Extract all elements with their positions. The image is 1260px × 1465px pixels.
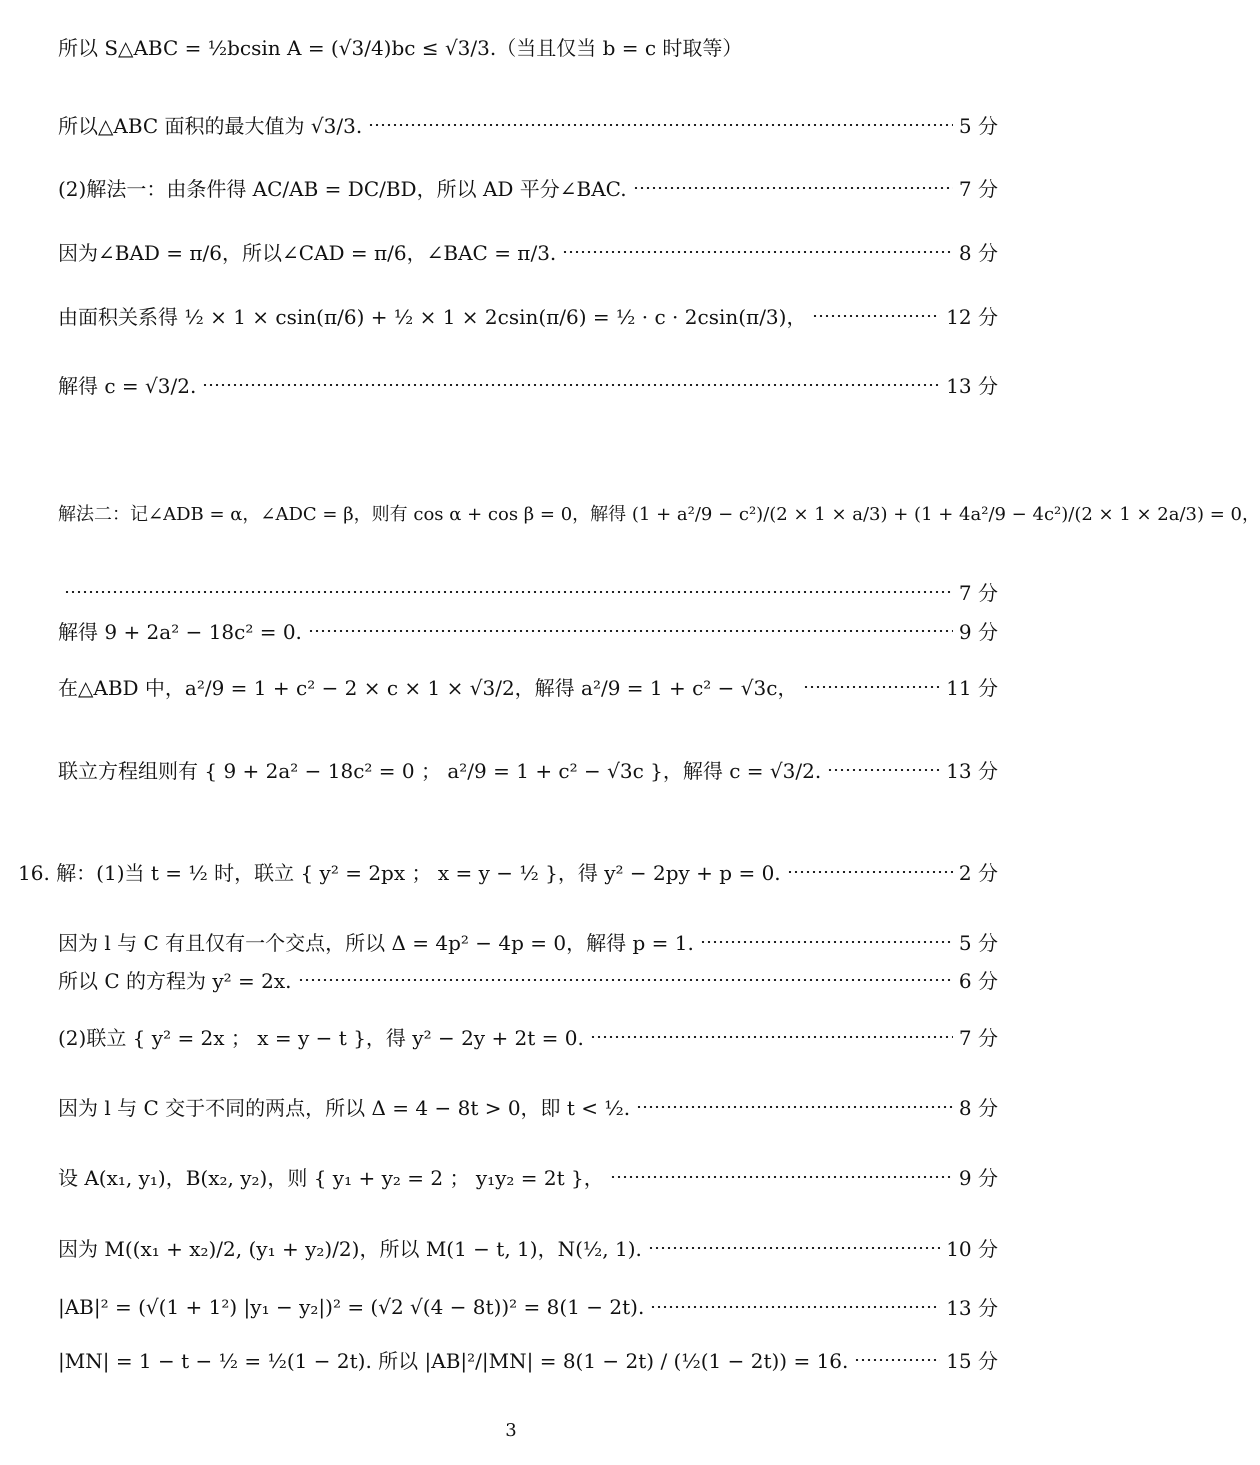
dot-leader [803, 686, 940, 688]
line-text: 解法二：记∠ADB = α，∠ADC = β，则有 cos α + cos β = 0，解得 (1 + a²/9 − c²)/(2 × 1 × a/3) + (1 + 4a²/9 − 4c²)/(2 × 1 × 2a/3) = 0， [58, 504, 1260, 525]
score-label: 13 分 [946, 374, 998, 398]
line-text: 16. 解：(1)当 t = ½ 时，联立 { y² = 2px ； x = y − ½ }，得 y² − 2py + p = 0. [18, 861, 781, 885]
score-label: 7 分 [958, 1026, 998, 1050]
line-text: |MN| = 1 − t − ½ = ½(1 − 2t). 所以 |AB|²/|MN| = 8(1 − 2t) / (½(1 − 2t)) = 16. [58, 1349, 849, 1373]
dot-leader [648, 1247, 940, 1249]
line-text: 因为 l 与 C 有且仅有一个交点，所以 Δ = 4p² − 4p = 0，解得 p = 1. [58, 931, 694, 955]
score-label: 12 分 [946, 305, 998, 329]
dot-leader [812, 315, 940, 317]
solution-line [58, 370, 998, 399]
solution-line [18, 857, 998, 886]
solution-line [58, 755, 998, 784]
line-text: 所以 S△ABC = ½bcsin A = (√3/4)bc ≤ √3/3.（当且仅当 b = c 时取等） [58, 36, 743, 60]
dot-leader [308, 630, 953, 632]
dot-leader [854, 1359, 940, 1361]
score-label: 15 分 [946, 1349, 998, 1373]
dot-leader [368, 124, 953, 126]
solution-line [58, 1022, 998, 1051]
line-text: 所以△ABC 面积的最大值为 √3/3. [58, 114, 363, 138]
line-text: 解得 9 + 2a² − 18c² = 0. [58, 620, 302, 644]
solution-line [58, 672, 998, 701]
score-label: 8 分 [958, 241, 998, 265]
page-number: 3 [505, 1420, 517, 1441]
solution-line [58, 1162, 998, 1191]
score-label: 7 分 [958, 581, 998, 605]
line-text: 因为 l 与 C 交于不同的两点，所以 Δ = 4 − 8t > 0，即 t < ½. [58, 1096, 631, 1120]
solution-line [58, 577, 998, 606]
solution-line [58, 173, 998, 202]
line-text: (2)联立 { y² = 2x ； x = y − t }，得 y² − 2y + 2t = 0. [58, 1026, 584, 1050]
dot-leader [787, 871, 953, 873]
solution-line [58, 616, 998, 645]
line-text: |AB|² = (√(1 + 1²) |y₁ − y₂|)² = (√2 √(4 − 8t))² = 8(1 − 2t). [58, 1294, 645, 1319]
dot-leader [636, 1106, 953, 1108]
solution-line [58, 500, 1260, 526]
dot-leader [562, 251, 953, 253]
score-label: 9 分 [958, 620, 998, 644]
dot-leader [202, 384, 940, 386]
solution-line [58, 965, 998, 994]
line-text: 设 A(x₁, y₁)，B(x₂, y₂)，则 { y₁ + y₂ = 2 ； y₁y₂ = 2t }， [58, 1166, 604, 1190]
line-text: 在△ABD 中，a²/9 = 1 + c² − 2 × c × 1 × √3/2，解得 a²/9 = 1 + c² − √3c， [58, 676, 798, 700]
dot-leader [650, 1306, 940, 1308]
score-label: 9 分 [958, 1166, 998, 1190]
dot-leader [298, 979, 953, 981]
line-text: 由面积关系得 ½ × 1 × csin(π/6) + ½ × 1 × 2csin(π/6) = ½ · c · 2csin(π/3)， [58, 305, 807, 329]
solution-line [58, 301, 998, 330]
score-label: 5 分 [958, 114, 998, 138]
score-label: 7 分 [958, 177, 998, 201]
solution-line [58, 1092, 998, 1121]
score-label: 11 分 [946, 676, 998, 700]
dot-leader [64, 591, 953, 593]
dot-leader [610, 1176, 953, 1178]
dot-leader [633, 187, 953, 189]
solution-line [58, 1292, 998, 1321]
line-text: (2)解法一：由条件得 AC/AB = DC/BD，所以 AD 平分∠BAC. [58, 177, 627, 201]
line-text: 解得 c = √3/2. [58, 374, 197, 398]
line-text: 因为∠BAD = π/6，所以∠CAD = π/6，∠BAC = π/3. [58, 241, 557, 265]
solution-line [58, 110, 998, 139]
score-label: 13 分 [946, 1296, 998, 1320]
line-text: 联立方程组则有 { 9 + 2a² − 18c² = 0 ； a²/9 = 1 + c² − √3c }，解得 c = √3/2. [58, 759, 822, 783]
solution-line [58, 1345, 998, 1374]
solution-line [58, 237, 998, 266]
score-label: 8 分 [958, 1096, 998, 1120]
dot-leader [590, 1036, 953, 1038]
solution-line [58, 1233, 998, 1262]
dot-leader [827, 769, 940, 771]
score-label: 13 分 [946, 759, 998, 783]
score-label: 10 分 [946, 1237, 998, 1261]
line-text: 所以 C 的方程为 y² = 2x. [58, 969, 292, 993]
score-label: 2 分 [958, 861, 998, 885]
score-label: 5 分 [958, 931, 998, 955]
solution-line [58, 32, 998, 61]
dot-leader [700, 941, 953, 943]
score-label: 6 分 [958, 969, 998, 993]
line-text: 因为 M((x₁ + x₂)/2, (y₁ + y₂)/2)，所以 M(1 − t, 1)，N(½, 1). [58, 1237, 642, 1261]
solution-line [58, 927, 998, 956]
